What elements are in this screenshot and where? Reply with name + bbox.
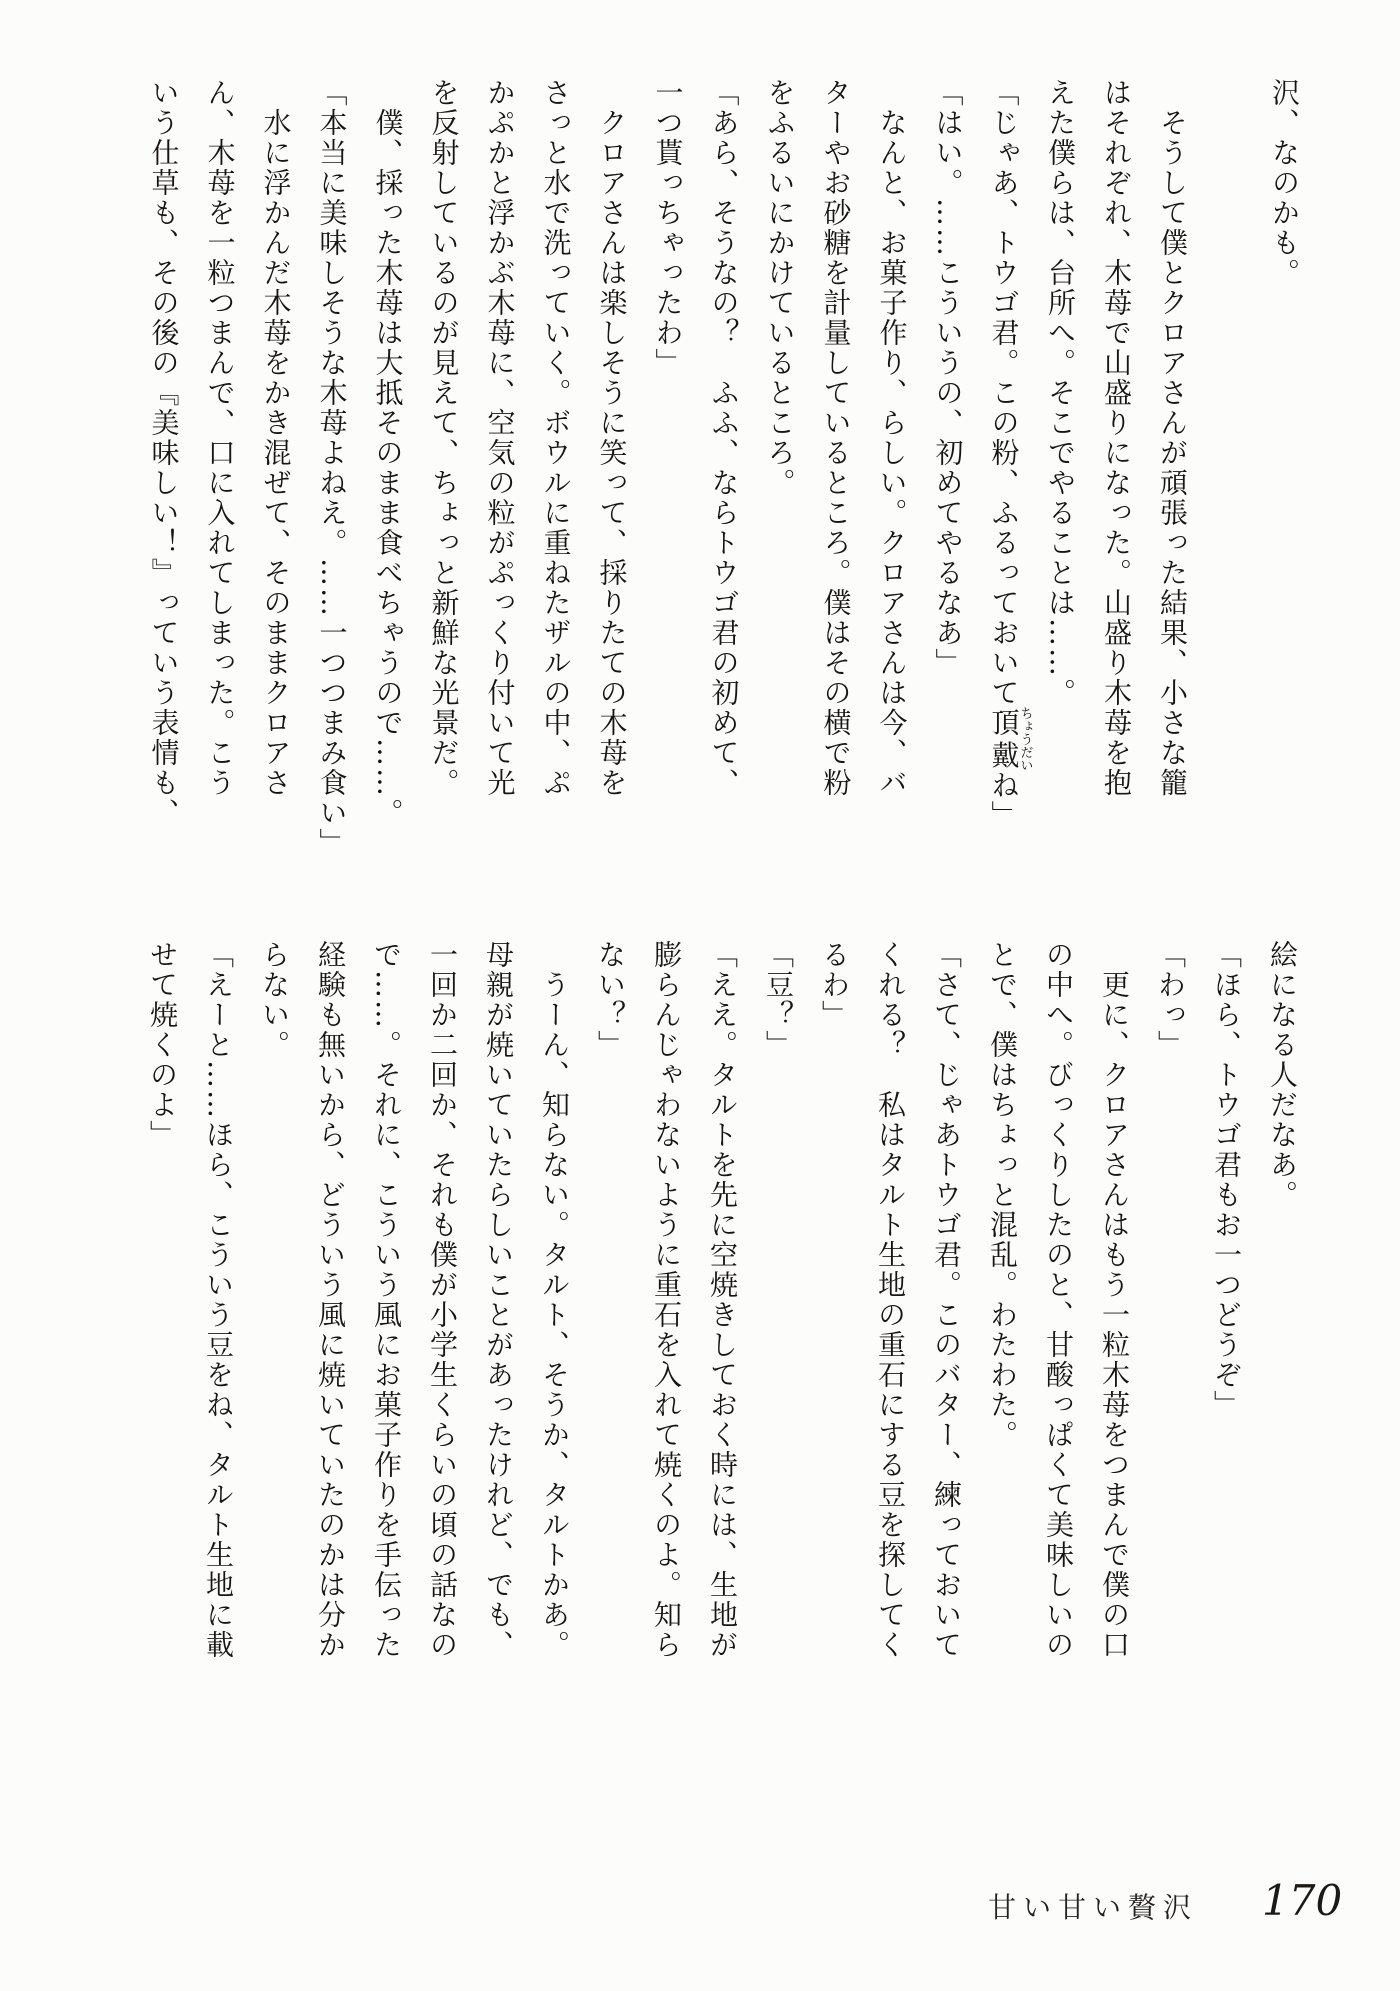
text-band-upper <box>136 78 1313 978</box>
text-line: 「豆？」 <box>762 940 795 1060</box>
text-line: 沢、なのかも。 <box>1268 78 1301 288</box>
text-line: はそれぞれ、木苺で山盛りになった。山盛り木苺を抱 <box>1100 78 1133 798</box>
text-line: 「はい。……こういうの、初めてやるなあ」 <box>931 78 965 678</box>
text-line: かぷかと浮かぶ木苺に、空気の粒がぷっくり付いて光 <box>483 78 517 798</box>
text-line: の中へ。びっくりしたのと、甘酸っぱくて美味しいの <box>1042 940 1075 1660</box>
text-line: 「さて、じゃあトウゴ君。このバター、練っておいて <box>930 940 963 1660</box>
text-line: 絵になる人だなあ。 <box>1266 940 1299 1210</box>
text-band-lower <box>134 940 1310 1740</box>
text-line: 母親が焼いていたらしいことがあったけれど、でも、 <box>482 940 515 1660</box>
text-line: いう仕草も、その後の『美味しい！』っていう表情も、 <box>147 78 181 828</box>
text-line: 「あら、そうなの？ ふふ、ならトウゴ君の初めて、 <box>707 78 741 798</box>
text-line: をふるいにかけているところ。 <box>763 78 797 498</box>
text-line: とで、僕はちょっと混乱。わたわた。 <box>986 940 1019 1450</box>
text-line: うーん、知らない。タルト、そうか、タルトかあ。 <box>538 940 571 1660</box>
text-line: 僕、採った木苺は大抵そのまま食べちゃうので……。 <box>371 78 405 828</box>
text-line: 「ええ。タルトを先に空焼きしておく時には、生地が <box>706 940 739 1660</box>
text-line: 「じゃあ、トウゴ君。この粉、ふるっておいて頂戴ちょうだいね」 <box>987 78 1033 831</box>
text-line: ん、木苺を一粒つまんで、口に入れてしまった。こう <box>203 78 237 798</box>
text-line: 経験も無いから、どういう風に焼いていたのかは分か <box>314 940 347 1660</box>
text-line: 「わっ」 <box>1154 940 1187 1060</box>
text-line: クロアさんは楽しそうに笑って、採りたての木苺を <box>595 78 629 798</box>
text-line: さっと水で洗っていく。ボウルに重ねたザルの中、ぷ <box>539 78 573 798</box>
text-line: 膨らんじゃわないように重石を入れて焼くのよ。知ら <box>650 940 683 1660</box>
text-line: そうして僕とクロアさんが頑張った結果、小さな籠 <box>1156 78 1189 798</box>
text-line: で……。それに、こういう風にお菓子作りを手伝った <box>370 940 403 1660</box>
text-line: らない。 <box>258 940 291 1060</box>
text-line: ない？」 <box>594 940 627 1060</box>
text-line: 「えーと……ほら、こういう豆をね、タルト生地に載 <box>202 940 235 1660</box>
page-footer <box>0 1876 1400 1936</box>
text-line: 一つ貰っちゃったわ」 <box>651 78 685 378</box>
text-line: 「本当に美味しそうな木苺よねえ。……一つつまみ食い」 <box>315 78 349 858</box>
text-line: 更に、クロアさんはもう一粒木苺をつまんで僕の口 <box>1098 940 1131 1660</box>
text-line: なんと、お菓子作り、らしい。クロアさんは今、バ <box>875 78 909 798</box>
text-line: えた僕らは、台所へ。そこでやることは……。 <box>1044 78 1077 708</box>
text-line: くれる？ 私はタルト生地の重石にする豆を探してく <box>874 940 907 1660</box>
text-line: 水に浮かんだ木苺をかき混ぜて、そのままクロアさ <box>259 78 293 798</box>
text-line: るわ」 <box>818 940 851 1030</box>
text-line: ターやお砂糖を計量しているところ。僕はその横で粉 <box>819 78 853 798</box>
footer-page-number: 170 <box>1262 1876 1343 1925</box>
text-line: せて焼くのよ」 <box>146 940 179 1150</box>
text-line: 一回か二回か、それも僕が小学生くらいの頃の話なの <box>426 940 459 1660</box>
furigana-ruby: 頂戴ちょうだい <box>987 706 1033 772</box>
footer-chapter-title: 甘い甘い贅沢 <box>988 1891 1199 1924</box>
text-line: を反射しているのが見えて、ちょっと新鮮な光景だ。 <box>427 78 461 798</box>
blank-line <box>1200 78 1256 978</box>
text-line: 「ほら、トウゴ君もお一つどうぞ」 <box>1210 940 1243 1420</box>
